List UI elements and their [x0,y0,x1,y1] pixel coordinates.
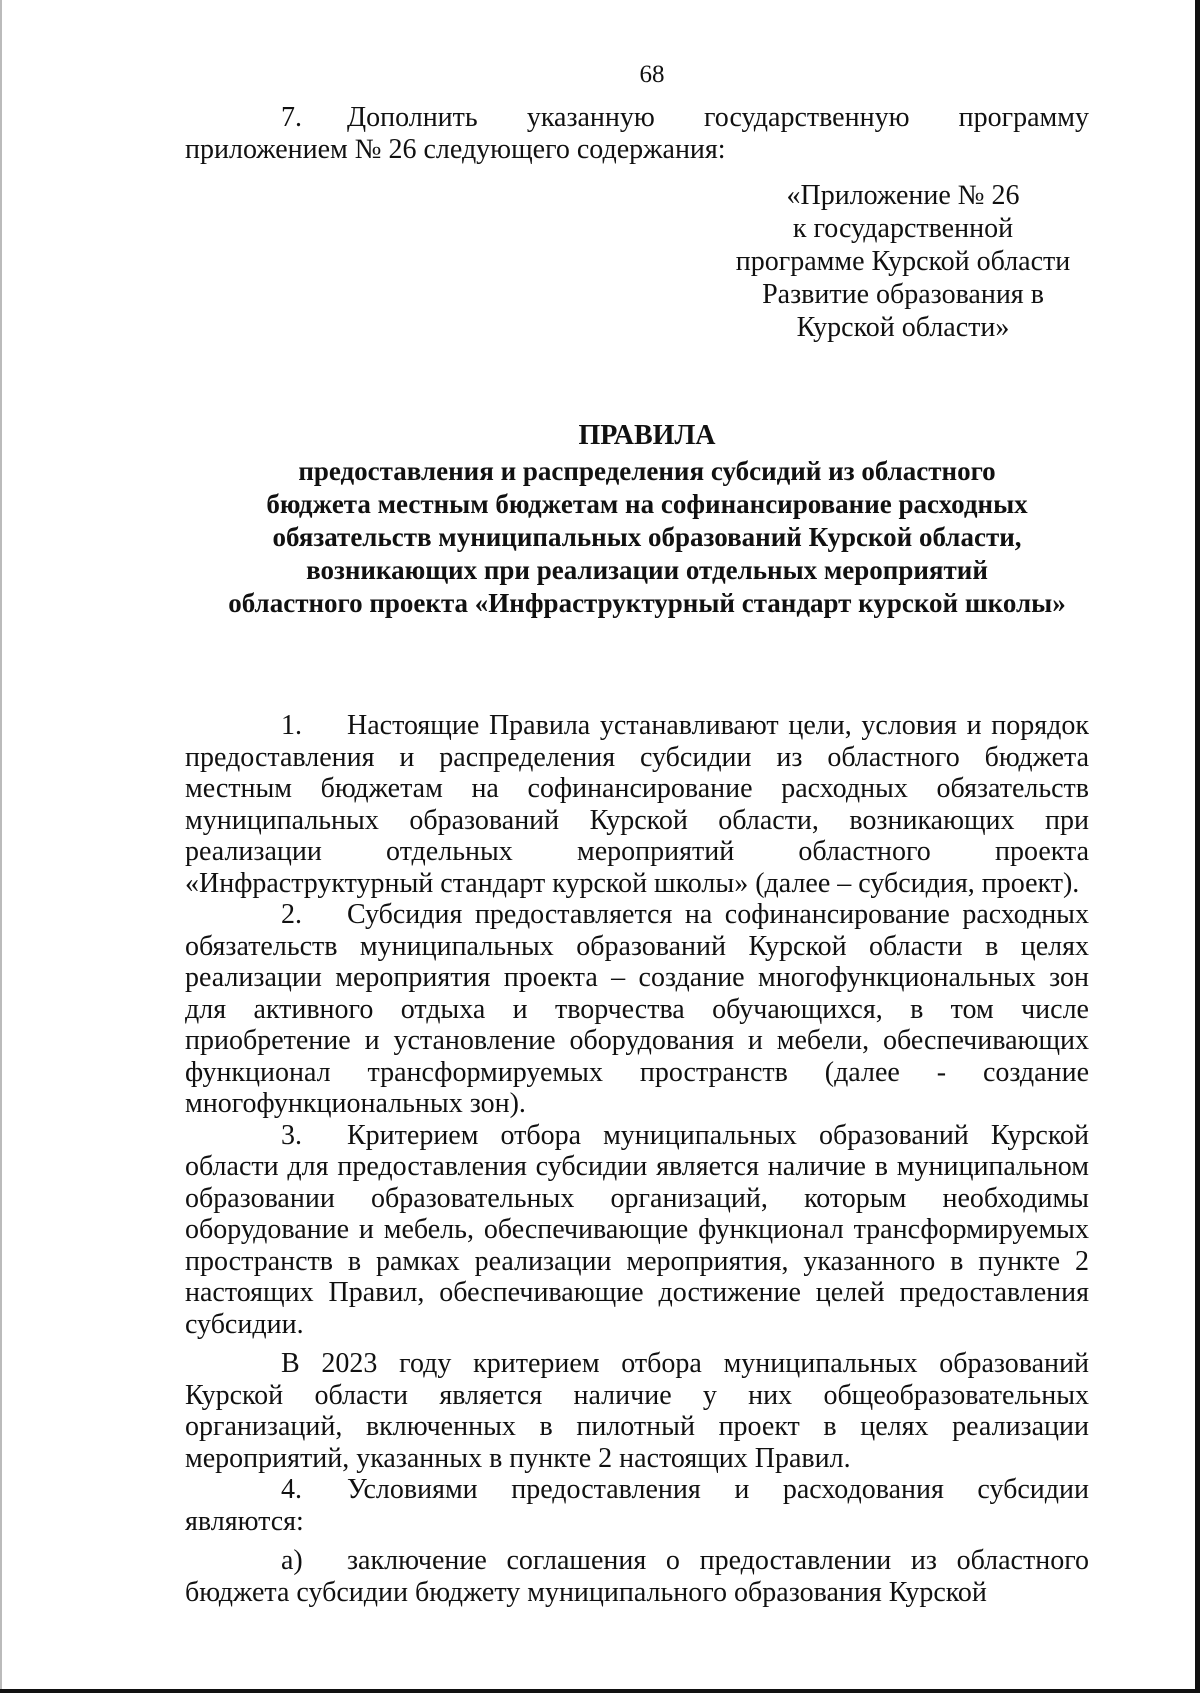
rules-title: ПРАВИЛА [578,420,716,451]
paragraph-number: 4. [281,1474,302,1505]
appendix-line: к государственной [792,213,1014,244]
appendix-line: «Приложение № 26 [786,180,1020,211]
rules-subtitle-line: областного проекта «Инфраструктурный стандарт курской школы» [228,588,1066,618]
paragraph-text: Критерием отбора муниципальных образований Курской области для предоставления субсидии является наличие в муниципальном образовании образовательных организаций, которым необходимы оборудование и мебель, обеспечивающие функционал трансформируемых пространств в рамках реализации мероприятия, указанного в пункте 2 настоящих Правил, обеспечивающие достижение целей предоставления субсидии. [185,1119,1089,1340]
paragraph-number: а) [281,1545,303,1576]
paragraph-3-continuation: В 2023 году критерием отбора муниципальных образований Курской области является наличие у них общеобразовательных организаций, включенных в пилотный проект в целях реализации мероприятий, указанных в пункте 2 настоящих Правил. [185,1348,1089,1474]
paragraph-2 [185,899,1089,1120]
paragraph-text: Условиями предоставления и расходования субсидии являются: [185,1474,1089,1537]
paragraph-text: Субсидия предоставляется на софинансирование расходных обязательств муниципальных образований Курской области в целях реализации мероприятия проекта – создание многофункциональных зон для активного отдыха и творчества обучающихся, в том числе приобретение и установление оборудования и мебели, обеспечивающих функционал трансформируемых пространств (далее - создание многофункциональных зон). [185,899,1089,1119]
paragraph-number: 1. [281,710,302,741]
appendix-line: Курской области» [796,312,1010,343]
paragraph-number: 3. [281,1119,302,1151]
intro-item-number: 7. [281,102,302,133]
rules-body [185,710,1089,1608]
page-number: 68 [639,61,665,88]
rules-subtitle-line: обязательств муниципальных образований Курской области, [272,522,1022,552]
paragraph-4a [185,1545,1089,1608]
rules-subtitle [205,455,1089,620]
scan-border-right [1195,0,1200,1693]
paragraph-text: Настоящие Правила устанавливают цели, условия и порядок предоставления и распределения субсидии из областного бюджета местным бюджетам на софинансирование расходных обязательств муниципальных образований Курской области, возникающих при реализации отдельных мероприятий областного проекта «Инфраструктурный стандарт курской школы» (далее – субсидия, проект). [185,710,1089,899]
paragraph-number: 2. [281,899,302,930]
appendix-line: программе Курской области [735,246,1071,277]
rules-subtitle-line: предоставления и распределения субсидий из областного [298,456,996,486]
scan-border-bottom [0,1689,1200,1693]
page-content [185,60,1089,1608]
rules-subtitle-line: возникающих при реализации отдельных мероприятий [306,555,988,585]
appendix-note [713,179,1093,344]
paragraph-text: заключение соглашения о предоставлении из областного бюджета субсидии бюджету муниципального образования Курской [185,1545,1089,1608]
rules-subtitle-line: бюджета местным бюджетам на софинансирование расходных [266,489,1028,519]
intro-text: Дополнить указанную государственную программу приложением № 26 следующего содержания: [185,102,1089,165]
paragraph-1 [185,710,1089,899]
intro-paragraph [185,102,1089,165]
appendix-line: Развитие образования в [762,279,1044,310]
paragraph-3 [185,1120,1089,1341]
paragraph-4 [185,1474,1089,1537]
scan-border-left [0,0,2,1693]
